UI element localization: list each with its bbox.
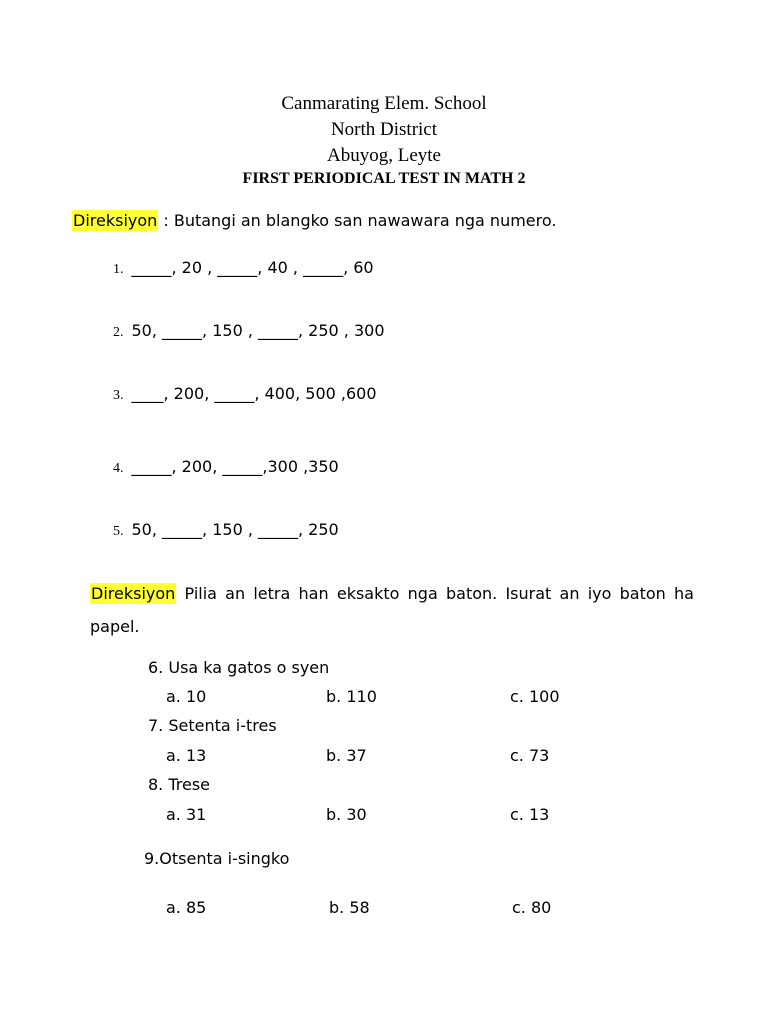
q9-choice-b: b. 58 — [329, 898, 370, 917]
item-number: 1. — [113, 262, 124, 277]
test-title: FIRST PERIODICAL TEST IN MATH 2 — [242, 170, 526, 187]
q8-choice-c: c. 13 — [510, 805, 550, 824]
q8-choice-a: a. 31 — [166, 805, 207, 824]
school-name: Canmarating Elem. School — [281, 93, 487, 114]
part1-direction — [72, 211, 556, 230]
item-number: 4. — [113, 461, 124, 476]
q6-choice-a: a. 10 — [166, 687, 207, 706]
q8-choice-b: b. 30 — [326, 805, 367, 824]
part2-direction — [90, 584, 694, 603]
item-text: 50, _____, 150 , _____, 250 — [131, 520, 339, 539]
item-text: ____, 200, _____, 400, 500 ,600 — [131, 384, 377, 403]
part2-instruction-line2: papel. — [90, 617, 140, 636]
part1-instruction-text: : Butangi an blangko san nawawara nga numero. — [158, 211, 557, 230]
item-number: 2. — [113, 325, 124, 340]
part1-direction-label: Direksiyon — [73, 211, 158, 230]
q6-choice-b: b. 110 — [326, 687, 377, 706]
question-8: 8. Trese — [148, 775, 211, 794]
sequence-item-5 — [113, 520, 339, 540]
q7-choice-a: a. 13 — [166, 746, 207, 765]
q6-choice-c: c. 100 — [510, 687, 560, 706]
item-text: _____, 20 , _____, 40 , _____, 60 — [131, 258, 374, 277]
question-7: 7. Setenta i-tres — [148, 716, 277, 735]
sequence-item-2 — [113, 321, 385, 341]
sequence-item-4 — [113, 457, 339, 477]
q9-choice-a: a. 85 — [166, 898, 207, 917]
part2-instruction-line1: Pilia an letra han eksakto nga baton. Isurat an iyo baton ha — [184, 584, 694, 603]
part2-direction-label: Direksiyon — [91, 584, 176, 603]
q9-choice-c: c. 80 — [512, 898, 552, 917]
q7-choice-b: b. 37 — [326, 746, 367, 765]
q7-choice-c: c. 73 — [510, 746, 550, 765]
district-name: North District — [330, 119, 438, 140]
item-number: 5. — [113, 524, 124, 539]
question-9: 9.Otsenta i-singko — [144, 849, 290, 868]
sequence-item-3 — [113, 384, 377, 404]
item-text: _____, 200, _____,300 ,350 — [131, 457, 339, 476]
item-number: 3. — [113, 388, 124, 403]
item-text: 50, _____, 150 , _____, 250 , 300 — [131, 321, 385, 340]
sequence-item-1 — [113, 258, 374, 278]
location: Abuyog, Leyte — [327, 145, 441, 166]
question-6: 6. Usa ka gatos o syen — [148, 658, 330, 677]
